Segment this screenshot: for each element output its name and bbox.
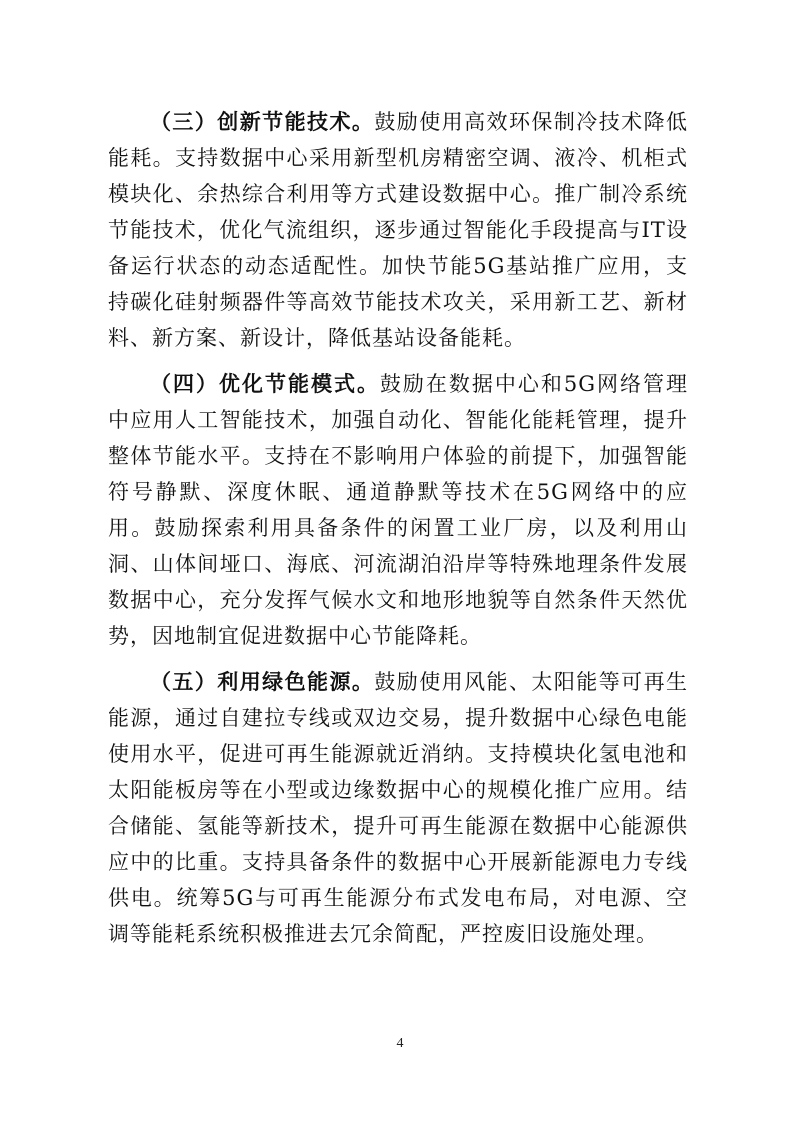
paragraph-optimize-energy-saving-mode xyxy=(108,366,688,654)
paragraph-heading: （四）优化节能模式。 xyxy=(150,372,380,396)
paragraph-heading: （五）利用绿色能源。 xyxy=(150,670,375,694)
document-body xyxy=(108,104,688,962)
page-number: 4 xyxy=(396,1036,404,1051)
paragraph-text: 鼓励在数据中心和5G网络管理中应用人工智能技术，加强自动化、智能化能耗管理，提升整体节能水平。支持在不影响用户体验的前提下，加强智能符号静默、深度休眠、通道静默等技术在5G网络中的应用。鼓励探索利用具备条件的闲置工业厂房，以及利用山洞、山体间垭口、海底、河流湖泊沿岸等特殊地理条件发展数据中心，充分发挥气候水文和地形地貌等自然条件天然优势，因地制宜促进数据中心节能降耗。 xyxy=(108,372,688,648)
paragraph-heading: （三）创新节能技术。 xyxy=(150,110,375,134)
paragraph-use-green-energy xyxy=(108,664,688,952)
paragraph-innovate-energy-saving-tech xyxy=(108,104,688,356)
paragraph-text: 鼓励使用风能、太阳能等可再生能源，通过自建拉专线或双边交易，提升数据中心绿色电能使用水平，促进可再生能源就近消纳。支持模块化氢电池和太阳能板房等在小型或边缘数据中心的规模化推广应用。结合储能、氢能等新技术，提升可再生能源在数据中心能源供应中的比重。支持具备条件的数据中心开展新能源电力专线供电。统筹5G与可再生能源分布式发电布局，对电源、空调等能耗系统积极推进去冗余简配，严控废旧设施处理。 xyxy=(108,670,689,946)
paragraph-text: 鼓励使用高效环保制冷技术降低能耗。支持数据中心采用新型机房精密空调、液冷、机柜式模块化、余热综合利用等方式建设数据中心。推广制冷系统节能技术，优化气流组织，逐步通过智能化手段提高与IT设备运行状态的动态适配性。加快节能5G基站推广应用，支持碳化硅射频器件等高效节能技术攻关，采用新工艺、新材料、新方案、新设计，降低基站设备能耗。 xyxy=(108,110,689,350)
